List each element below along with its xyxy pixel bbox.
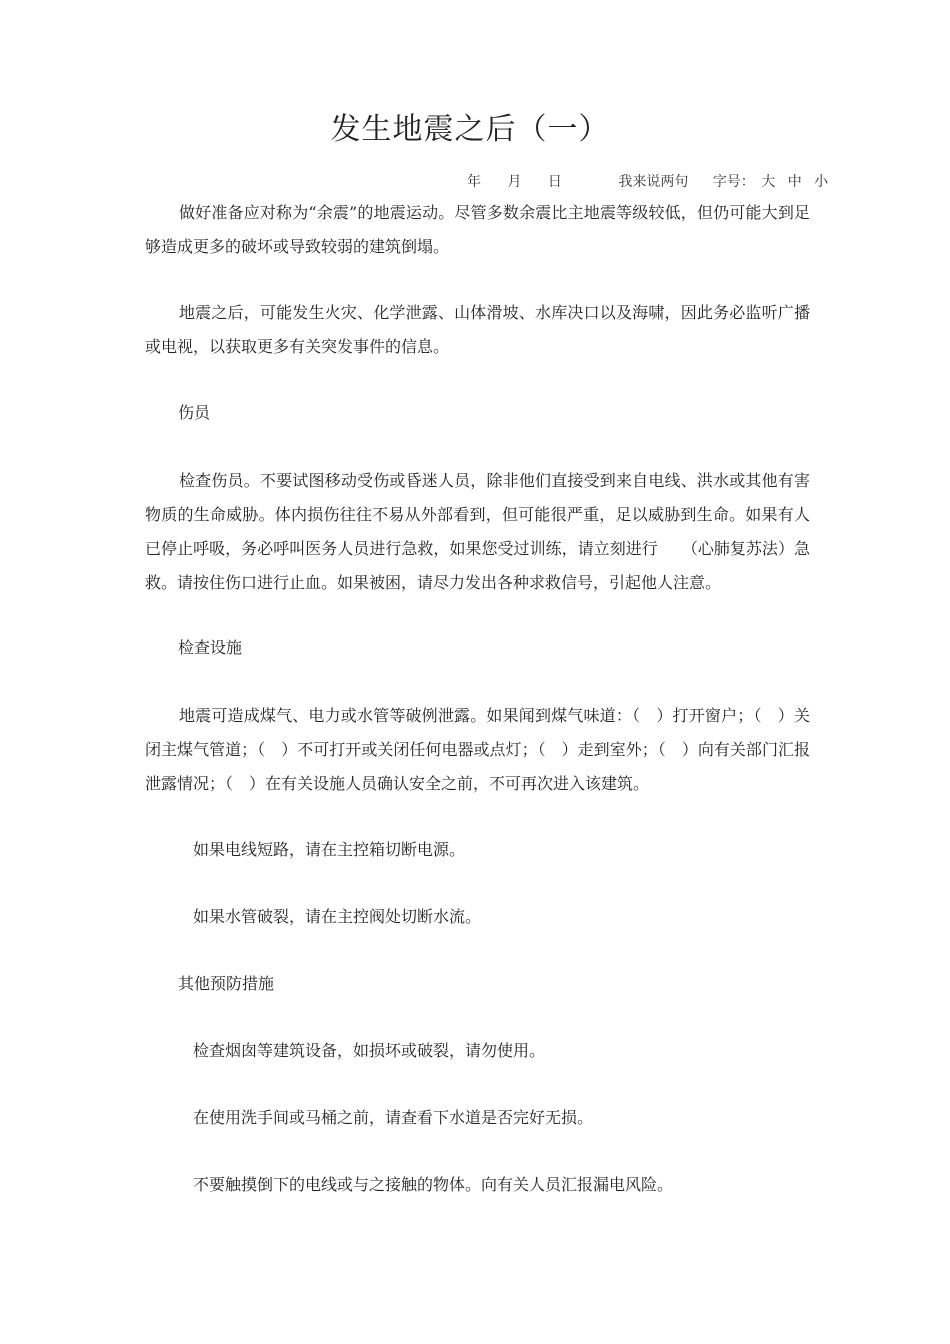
date-day: 日	[547, 174, 562, 190]
paragraph-aftershock: 做好准备应对称为“余震”的地震运动。尽管多数余震比主地震等级较低，但仍可能大到足够造成更多的破坏或导致较弱的建筑倒塌。	[145, 203, 810, 256]
paragraph-injured: 检查伤员。不要试图移动受伤或昏迷人员，除非他们直接受到来自电线、洪水或其他有害物质的生命威胁。体内损伤往往不易从外部看到，但可能很严重，足以威胁到生命。如果有人已停止呼吸，务必呼叫医务人员进行急救，如果您受过训练，请立刻进行 （心肺复苏法）急救。请按住伤口进行止血。如果被困，请尽力发出各种求救信号，引起他人注意。	[145, 471, 810, 592]
font-size-large-link[interactable]: 大	[761, 174, 776, 190]
heading-injured: 伤员	[178, 403, 211, 422]
font-size-medium-link[interactable]: 中	[787, 174, 802, 190]
article-meta	[467, 171, 828, 191]
date-year: 年	[467, 174, 481, 190]
font-size-label: 字号：	[712, 174, 755, 190]
paragraph-toilet: 在使用洗手间或马桶之前，请查看下水道是否完好无损。	[193, 1108, 594, 1127]
paragraph-secondary-disasters: 地震之后，可能发生火灾、化学泄露、山体滑坡、水库决口以及海啸，因此务必监听广播或电视，以获取更多有关突发事件的信息。	[145, 303, 810, 356]
paragraph-gas-leak: 地震可造成煤气、电力或水管等破例泄露。如果闻到煤气味道：（ ）打开窗户；（ ）关闭主煤气管道；（ ）不可打开或关闭任何电器或点灯；（ ）走到室外；（ ）向有关部门汇报泄露情况；（ ）在有关设施人员确认安全之前，不可再次进入该建筑。	[145, 706, 810, 793]
paragraph-power-lines: 不要触摸倒下的电线或与之接触的物体。向有关人员汇报漏电风险。	[193, 1175, 674, 1194]
paragraph-electric: 如果电线短路，请在主控箱切断电源。	[193, 840, 466, 859]
article-title: 发生地震之后（一）	[330, 112, 610, 147]
paragraph-chimney: 检查烟囱等建筑设备，如损坏或破裂，请勿使用。	[193, 1041, 546, 1060]
comment-link[interactable]: 我来说两句	[618, 174, 689, 190]
font-size-small-link[interactable]: 小	[814, 174, 829, 190]
heading-check-facilities: 检查设施	[178, 638, 243, 657]
date-month: 月	[507, 174, 522, 190]
heading-other-precautions: 其他预防措施	[178, 974, 275, 993]
paragraph-water: 如果水管破裂，请在主控阀处切断水流。	[193, 907, 482, 926]
